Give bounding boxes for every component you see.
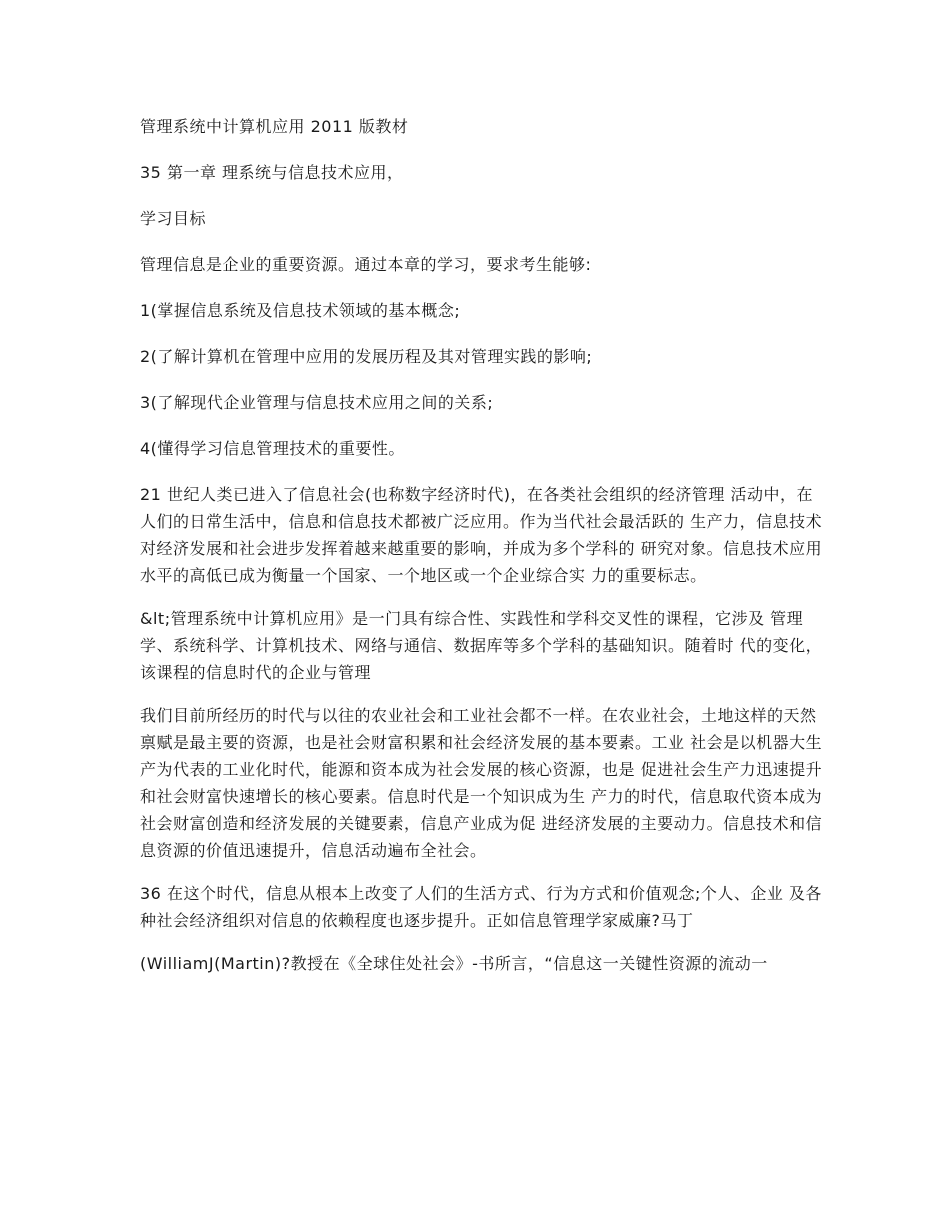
objective-item: 2(了解计算机在管理中应用的发展历程及其对管理实践的影响;: [140, 347, 593, 366]
intro-paragraph: 管理信息是企业的重要资源。通过本章的学习，要求考生能够:: [140, 255, 592, 274]
chapter-heading: 35 第一章 理系统与信息技术应用，: [140, 163, 404, 182]
objective-item: 1(掌握信息系统及信息技术领域的基本概念;: [140, 301, 461, 320]
section-heading: 学习目标: [140, 209, 207, 228]
objective-item: 3(了解现代企业管理与信息技术应用之间的关系;: [140, 393, 494, 412]
body-paragraph: 我们目前所经历的时代与以往的农业社会和工业社会都不一样。在农业社会，土地这样的天然禀赋是最主要的资源，也是社会财富积累和社会经济发展的基本要素。工业 社会是以机器大生产为代表的工业化时代，能源和资本成为社会发展的核心资源，也是 促进社会生产力迅速提升和社会财富快速增长的核心要素。信息时代是一个知识成为生 产力的时代，信息取代资本成为社会财富创造和经济发展的关键要素，信息产业成为促 进经济发展的主要动力。信息技术和信息资源的价值迅速提升，信息活动遍布全社会。: [140, 706, 823, 860]
document-title: 管理系统中计算机应用 2011 版教材: [140, 117, 409, 136]
objective-item: 4(懂得学习信息管理技术的重要性。: [140, 439, 405, 458]
body-paragraph: &lt;管理系统中计算机应用》是一门具有综合性、实践性和学科交叉性的课程，它涉及 管理学、系统科学、计算机技术、网络与通信、数据库等多个学科的基础知识。随着时 代的变化，该课程的信息时代的企业与管理: [140, 609, 823, 682]
body-paragraph: 21 世纪人类已进入了信息社会(也称数字经济时代)，在各类社会组织的经济管理 活动中，在人们的日常生活中，信息和信息技术都被广泛应用。作为当代社会最活跃的 生产力，信息技术对经济发展和社会进步发挥着越来越重要的影响，并成为多个学科的 研究对象。信息技术应用水平的高低已成为衡量一个国家、一个地区或一个企业综合实 力的重要标志。: [140, 485, 823, 585]
body-paragraph: 36 在这个时代，信息从根本上改变了人们的生活方式、行为方式和价值观念;个人、企业 及各种社会经济组织对信息的依赖程度也逐步提升。正如信息管理学家威廉?马丁: [140, 884, 822, 930]
document-body: [140, 113, 825, 993]
body-paragraph: (WilliamJ(Martin)?教授在《全球住处社会》-书所言，“信息这一关键性资源的流动一: [140, 954, 768, 973]
